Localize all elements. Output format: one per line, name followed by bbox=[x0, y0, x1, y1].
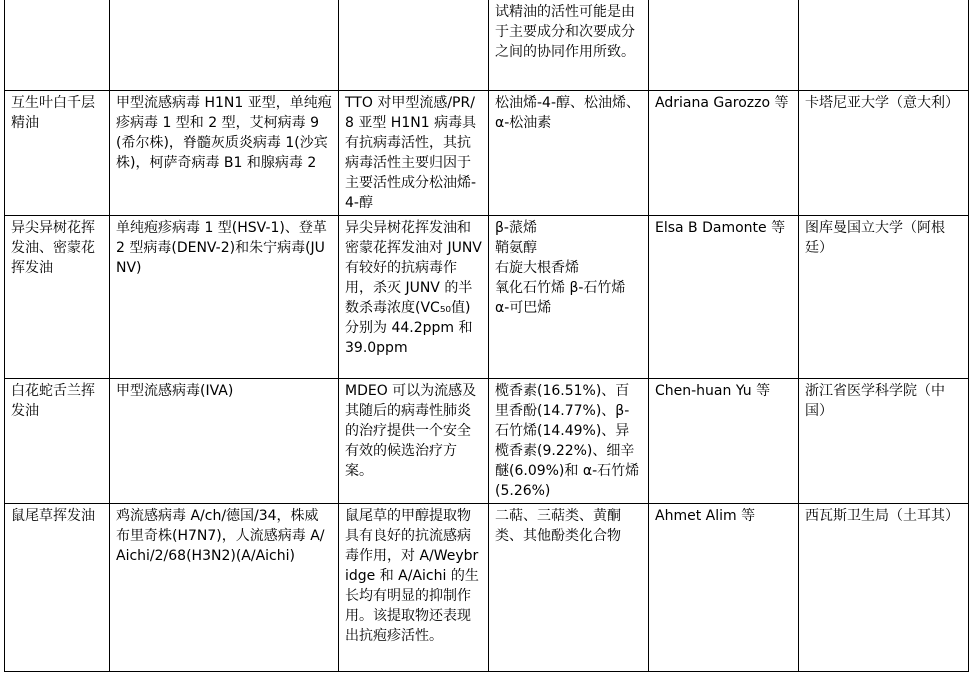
cell-author bbox=[649, 0, 799, 91]
cell-oil: 鼠尾草挥发油 bbox=[5, 504, 110, 672]
component-line: α-可巴烯 bbox=[495, 300, 552, 316]
cell-virus: 甲型流感病毒(IVA) bbox=[110, 379, 339, 504]
cell-institution bbox=[799, 0, 969, 91]
cell-components: 二萜、三萜类、黄酮类、其他酚类化合物 bbox=[489, 504, 649, 672]
cell-institution: 图库曼国立大学（阿根廷） bbox=[799, 216, 969, 379]
table-row bbox=[5, 504, 969, 672]
table-row bbox=[5, 91, 969, 216]
cell-author: Adriana Garozzo 等 bbox=[649, 91, 799, 216]
essential-oil-antiviral-table bbox=[4, 0, 969, 672]
cell-oil: 异尖异树花挥发油、密蒙花挥发油 bbox=[5, 216, 110, 379]
cell-components: 松油烯-4-醇、松油烯、α-松油素 bbox=[489, 91, 649, 216]
component-line: 氧化石竹烯 β-石竹烯 bbox=[495, 280, 626, 296]
cell-virus: 鸡流感病毒 A/ch/德国/34，株威布里奇株(H7N7)，人流感病毒 A/Aichi/2/68(H3N2)(A/Aichi) bbox=[110, 504, 339, 672]
cell-result: TTO 对甲型流感/PR/8 亚型 H1N1 病毒具有抗病毒活性，其抗病毒活性主要归因于主要活性成分松油烯-4-醇 bbox=[339, 91, 489, 216]
cell-author: Elsa B Damonte 等 bbox=[649, 216, 799, 379]
cell-result: 鼠尾草的甲醇提取物具有良好的抗流感病毒作用，对 A/Weybridge 和 A/Aichi 的生长均有明显的抑制作用。该提取物还表现出抗疱疹活性。 bbox=[339, 504, 489, 672]
cell-components: 试精油的活性可能是由于主要成分和次要成分之间的协同作用所致。 bbox=[489, 0, 649, 91]
cell-author: Chen-huan Yu 等 bbox=[649, 379, 799, 504]
cell-virus: 甲型流感病毒 H1N1 亚型，单纯疱疹病毒 1 型和 2 型，艾柯病毒 9(希尔株)，脊髓灰质炎病毒 1(沙宾株)，柯萨奇病毒 B1 和腺病毒 2 bbox=[110, 91, 339, 216]
cell-institution: 卡塔尼亚大学（意大利） bbox=[799, 91, 969, 216]
cell-components bbox=[489, 216, 649, 379]
table-row bbox=[5, 0, 969, 91]
cell-oil: 白花蛇舌兰挥发油 bbox=[5, 379, 110, 504]
cell-result bbox=[339, 0, 489, 91]
table-row bbox=[5, 379, 969, 504]
cell-result: 异尖异树花挥发油和密蒙花挥发油对 JUNV 有较好的抗病毒作用，杀灭 JUNV 的半数杀毒浓度(VC₅₀值)分别为 44.2ppm 和 39.0ppm bbox=[339, 216, 489, 379]
cell-virus bbox=[110, 0, 339, 91]
component-line: β-蒎烯 bbox=[495, 220, 537, 236]
cell-oil bbox=[5, 0, 110, 91]
cell-institution: 浙江省医学科学院（中国） bbox=[799, 379, 969, 504]
cell-institution: 西瓦斯卫生局（土耳其） bbox=[799, 504, 969, 672]
component-line: 右旋大根香烯 bbox=[495, 260, 579, 276]
component-line: 鞘氨醇 bbox=[495, 240, 537, 256]
table-row bbox=[5, 216, 969, 379]
cell-components: 榄香素(16.51%)、百里香酚(14.77%)、β-石竹烯(14.49%)、异榄香素(9.22%)、细辛醚(6.09%)和 α-石竹烯(5.26%) bbox=[489, 379, 649, 504]
cell-author: Ahmet Alim 等 bbox=[649, 504, 799, 672]
cell-virus: 单纯疱疹病毒 1 型(HSV-1)、登革 2 型病毒(DENV-2)和朱宁病毒(JUNV) bbox=[110, 216, 339, 379]
cell-result: MDEO 可以为流感及其随后的病毒性肺炎的治疗提供一个安全有效的候选治疗方案。 bbox=[339, 379, 489, 504]
cell-oil: 互生叶白千层精油 bbox=[5, 91, 110, 216]
